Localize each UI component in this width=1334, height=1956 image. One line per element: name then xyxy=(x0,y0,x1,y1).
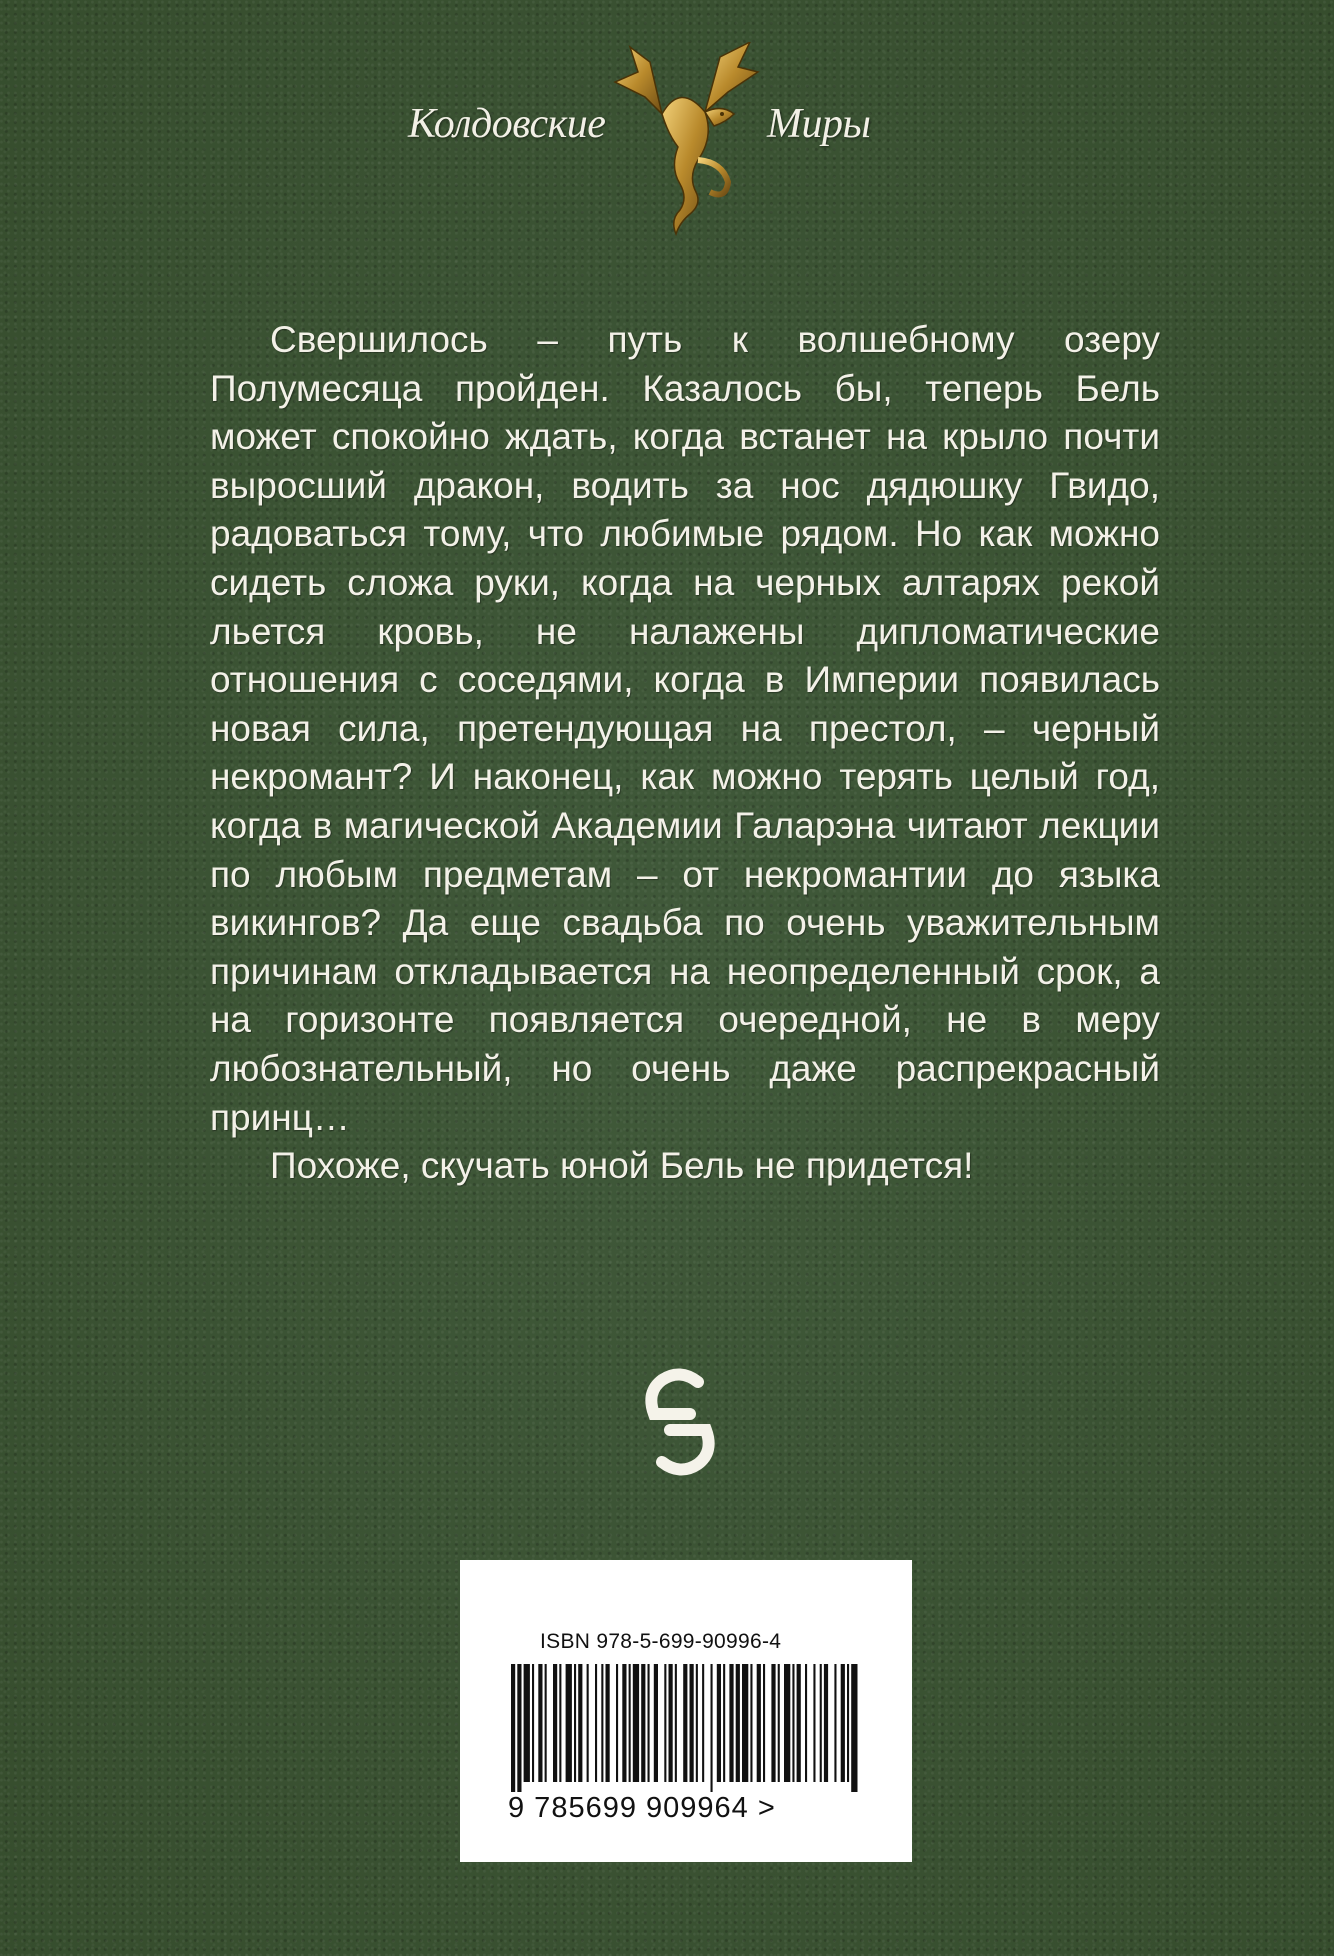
barcode-bar xyxy=(778,1664,780,1782)
barcode-bar xyxy=(566,1664,572,1782)
barcode-bar xyxy=(742,1664,748,1782)
barcode-bar xyxy=(690,1664,694,1782)
series-name-left: Колдовские xyxy=(408,101,606,147)
barcode-bar xyxy=(574,1664,576,1782)
barcode-bar xyxy=(587,1664,589,1782)
barcode-bar xyxy=(595,1664,597,1782)
barcode-bar xyxy=(648,1664,650,1782)
barcode-bar xyxy=(683,1664,687,1782)
barcode-bar xyxy=(578,1664,582,1782)
barcode-bar xyxy=(805,1664,807,1782)
barcode-bar xyxy=(792,1664,794,1782)
barcode-bars xyxy=(507,1664,863,1792)
barcode-bar xyxy=(606,1664,610,1782)
gold-dragon-icon xyxy=(610,42,760,237)
barcode-bar xyxy=(696,1664,698,1782)
barcode-bar xyxy=(820,1664,822,1782)
barcode-bar xyxy=(524,1664,530,1782)
barcode-bar xyxy=(784,1664,790,1782)
barcode-bar xyxy=(545,1664,547,1782)
barcode-bar xyxy=(532,1664,534,1782)
barcode-bar xyxy=(711,1664,713,1792)
barcode-bar xyxy=(538,1664,542,1782)
barcode-bar xyxy=(750,1664,752,1782)
barcode-bar xyxy=(771,1664,775,1782)
isbn-label: ISBN 978-5-699-90996-4 xyxy=(540,1630,782,1653)
barcode-bar xyxy=(813,1664,815,1782)
barcode-bar xyxy=(702,1664,704,1782)
barcode-digits: 9 785699 909964 > xyxy=(508,1792,776,1824)
barcode-bar xyxy=(824,1664,828,1782)
barcode-bar xyxy=(629,1664,631,1782)
barcode-bar xyxy=(834,1664,836,1782)
eksmo-logo-icon xyxy=(640,1368,720,1476)
barcode-bar xyxy=(622,1664,626,1782)
barcode-bar xyxy=(675,1664,677,1782)
barcode-bar xyxy=(517,1664,521,1792)
barcode-bar xyxy=(654,1664,658,1782)
barcode-bar xyxy=(641,1664,645,1782)
barcode-bar xyxy=(511,1664,515,1792)
barcode-bar xyxy=(601,1664,603,1782)
barcode-bar xyxy=(559,1664,561,1782)
barcode-bar xyxy=(841,1664,845,1782)
barcode-bar xyxy=(763,1664,765,1782)
barcode-bar xyxy=(847,1664,849,1782)
barcode-bar xyxy=(717,1664,721,1782)
barcode-bar xyxy=(723,1664,725,1782)
blurb-paragraph-main: Свершилось – путь к волшебному озеру Полумесяца пройден. Казалось бы, теперь Бель может спокойно ждать, когда встанет на крыло почти выросший дракон, водить за нос дядюшку Гвидо, радоваться тому, что любимые рядом. Но как можно сидеть сложа руки, когда на черных алтарях рекой льется кровь, не налажены дипломатические отношения с соседями, когда в Империи появилась новая сила, претендующая на престол, – черный некромант? И наконец, как можно терять целый год, когда в магической Академии Галарэна читают лекции по любым предметам – от некромантии до языка викингов? Да еще свадьба по очень уважительным причинам откладывается на неопределенный срок, а на горизонте появляется очередной, не в меру любознательный, но очень даже распрекрасный принц… xyxy=(210,319,1160,1138)
barcode-bar xyxy=(553,1664,557,1782)
barcode-bar xyxy=(669,1664,673,1782)
barcode-bar xyxy=(736,1664,740,1782)
book-blurb xyxy=(210,316,1160,1191)
barcode-box xyxy=(460,1560,912,1862)
barcode-bar xyxy=(616,1664,618,1782)
barcode-bar xyxy=(664,1664,666,1782)
series-name-right: Миры xyxy=(767,101,871,147)
barcode-bar xyxy=(757,1664,761,1782)
barcode-bar xyxy=(797,1664,801,1782)
barcode-bar xyxy=(851,1664,857,1792)
blurb-paragraph-closing: Похоже, скучать юной Бель не придется! xyxy=(270,1145,974,1187)
barcode-bar xyxy=(729,1664,733,1782)
barcode-bar xyxy=(633,1664,639,1782)
